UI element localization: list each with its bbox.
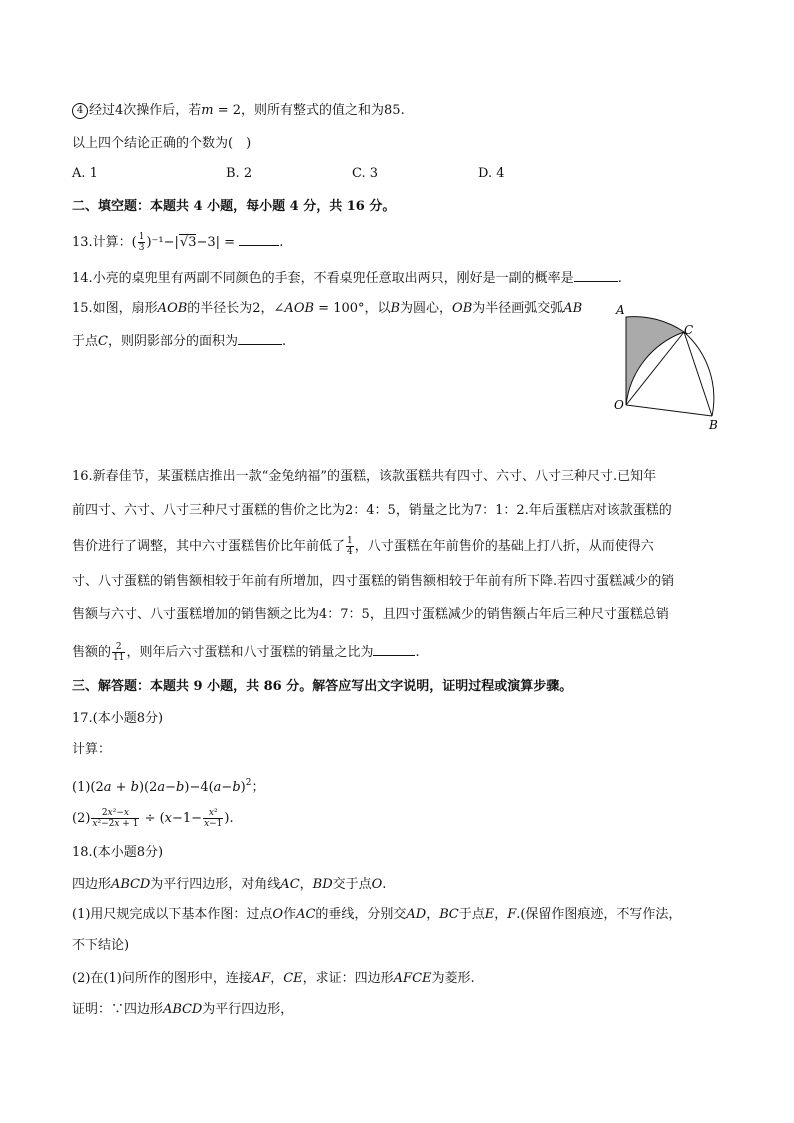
q12-question: 以上四个结论正确的个数为( ) — [72, 136, 252, 151]
q16-frac1-num: 1 — [347, 536, 353, 546]
q17-p2-label: (2) — [72, 811, 91, 826]
answer-blank[interactable] — [239, 233, 279, 246]
q14-end: . — [617, 271, 622, 286]
q12-statement-text: 经过4次操作后，若𝑚 = 2，则所有整式的值之和为85. — [89, 103, 405, 118]
label-b: B — [709, 418, 718, 432]
q16-line3 — [72, 536, 654, 557]
section-3-heading: 三、解答题：本题共 9 小题，共 86 分。解答应写出文字说明，证明过程或演算步骤。 — [72, 679, 573, 694]
q13-sqrt: √3 — [179, 235, 197, 250]
q16-line5: 售额与六寸、八寸蛋糕增加的销售额之比为4：7：5，且四寸蛋糕减少的销售额占年后三种尺寸蛋糕总销 — [72, 607, 669, 622]
option-b: B. 2 — [226, 166, 253, 181]
q16-line3b: ，八寸蛋糕在年前售价的基础上打八折，从而使得六 — [354, 539, 654, 554]
q13-mid: −| — [163, 235, 179, 250]
label-a: A — [616, 303, 625, 317]
q18-line2: (1)用尺规完成以下基本作图：过点𝑂作𝐴𝐶的垂线，分别交𝐴𝐷，𝐵𝐶于点𝐸，𝐹.(保留作图痕迹，不写作法， — [72, 907, 682, 922]
q13 — [72, 232, 283, 253]
q17-p2-frac-den: 𝑥−1 — [204, 819, 223, 829]
q16-line4: 寸、八寸蛋糕的销售额相较于年前有所增加，四寸蛋糕的销售额相较于年前有所下降.若四寸蛋糕减少的销 — [72, 574, 675, 589]
q13-fraction — [138, 232, 146, 253]
option-c: C. 3 — [352, 166, 379, 181]
q18-title: 18.(本小题8分) — [72, 845, 164, 860]
q17-p2-end: ). — [224, 811, 234, 826]
q15-line2-text: 于点𝐶，则阴影部分的面积为 — [72, 334, 238, 349]
q17-p2-den: 𝑥²−2𝑥 + 1 — [92, 819, 139, 829]
q14 — [72, 269, 622, 288]
q16-line1: 16.新春佳节，某蛋糕店推出一款“金兔纳福”的蛋糕，该款蛋糕共有四寸、六寸、八寸三种尺寸.已知年 — [72, 469, 657, 484]
q18-line5: 证明：∵四边形𝐴𝐵𝐶𝐷为平行四边形， — [72, 1002, 294, 1017]
answer-blank[interactable] — [238, 332, 282, 345]
q13-prefix: 13.计算：( — [72, 235, 137, 250]
q17-p1-end: ； — [251, 780, 265, 795]
q16-fraction-2 — [112, 642, 125, 663]
circled-number: 4 — [72, 103, 88, 119]
q17-p2-num: 2𝑥²−𝑥 — [91, 808, 139, 819]
q17-part2 — [72, 808, 234, 829]
q17-part1 — [72, 774, 264, 797]
option-a: A. 1 — [72, 166, 98, 181]
q17-p2-mid: ÷ (𝑥−1− — [140, 811, 203, 826]
option-d: D. 4 — [478, 166, 505, 181]
q16-frac2-num: 2 — [112, 642, 125, 653]
answer-blank[interactable] — [373, 643, 415, 656]
q14-text: 14.小亮的桌兜里有两副不同颜色的手套，不看桌兜任意取出两只，刚好是一副的概率是 — [72, 271, 574, 286]
q18-line1: 四边形𝐴𝐵𝐶𝐷为平行四边形，对角线𝐴𝐶，𝐵𝐷交于点𝑂. — [72, 877, 387, 892]
section-2-heading: 二、填空题：本题共 4 小题，每小题 4 分，共 16 分。 — [72, 199, 396, 214]
q17-title: 17.(本小题8分) — [72, 711, 164, 726]
answer-blank[interactable] — [574, 269, 618, 282]
q17-p2-fraction — [91, 808, 139, 829]
q12-statement — [72, 102, 405, 120]
q13-frac-den: 3 — [138, 243, 145, 253]
label-c: C — [684, 323, 694, 337]
q15-end: . — [281, 334, 287, 349]
q16-frac1-den: 4 — [347, 547, 353, 557]
q16-line6b: ，则年后六寸蛋糕和八寸蛋糕的销量之比为 — [126, 645, 374, 660]
q18-line3: 不下结论) — [72, 938, 130, 953]
q16-line3a: 售价进行了调整，其中六寸蛋糕售价比年前低了 — [72, 539, 346, 554]
q16-line6a: 售额的 — [72, 645, 112, 660]
q17-intro: 计算： — [72, 742, 112, 757]
q16-end: . — [415, 645, 420, 660]
q13-end: . — [279, 235, 284, 250]
shaded-region — [626, 317, 684, 405]
q13-frac-num: 1 — [138, 232, 145, 242]
q17-p1-sup: 2 — [245, 778, 252, 788]
q16-frac2-den: 11 — [113, 653, 125, 663]
sector-figure — [604, 296, 734, 436]
q15-line1: 15.如图，扇形𝐴𝑂𝐵的半径长为2，∠𝐴𝑂𝐵 = 100°，以𝐵为圆心，𝑂𝐵为半径画弧交弧𝐴𝐵 — [72, 301, 583, 316]
q17-p2-fraction-2 — [203, 808, 223, 829]
q18-line4: (2)在(1)问所作的图形中，连接𝐴𝐹，𝐶𝐸，求证：四边形𝐴𝐹𝐶𝐸为菱形. — [72, 971, 475, 986]
q15-line2 — [72, 332, 286, 351]
q16-line6 — [72, 642, 420, 663]
q16-line2: 前四寸、六寸、八寸三种尺寸蛋糕的售价之比为2：4：5，销量之比为7：1：2.年后蛋糕店对该款蛋糕的 — [72, 503, 672, 518]
q16-fraction-1 — [346, 536, 354, 557]
q13-tail: −3| = — [196, 235, 240, 250]
q17-p1: (1)(2𝑎 + 𝑏)(2𝑎−𝑏)−4(𝑎−𝑏) — [72, 780, 246, 795]
radius-ob — [626, 405, 712, 416]
segment-bc — [684, 332, 712, 416]
q17-p2-frac-num: 𝑥² — [203, 808, 223, 819]
label-o: O — [614, 398, 624, 412]
q13-exp: )⁻¹ — [146, 235, 164, 250]
